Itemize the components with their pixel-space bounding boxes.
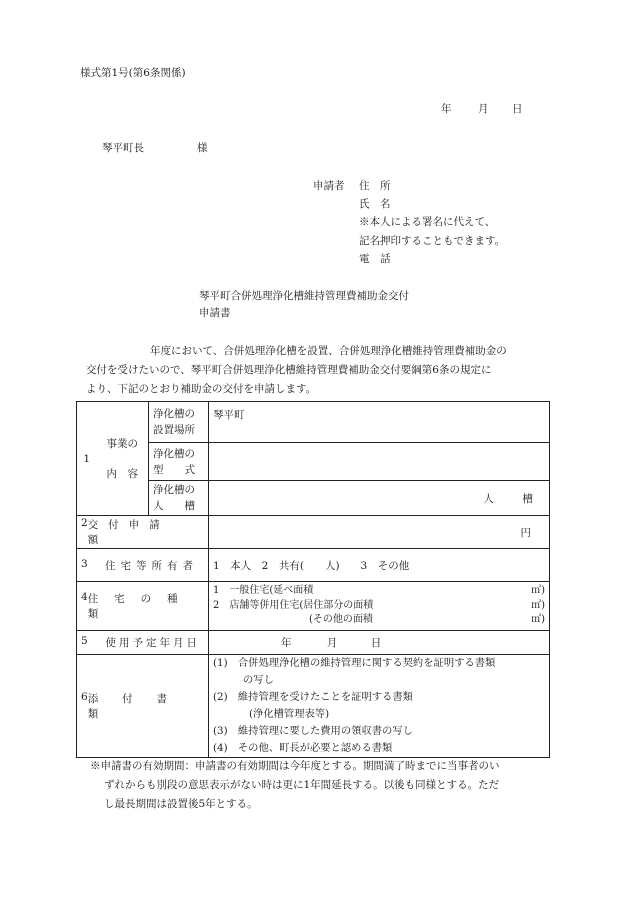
type-label [149, 443, 209, 481]
row3-label-cell [77, 549, 209, 582]
capacity-label-2: 人 槽 [153, 500, 195, 512]
location-label-1: 浄化槽の [153, 408, 195, 420]
row1-label-bottom: 内 容 [106, 467, 138, 480]
location-label-2: 設置場所 [153, 424, 195, 436]
attachment-item-2a: (2) 維持管理を受けたことを証明する書類 [213, 691, 413, 703]
document-title-line2: 申請書 [199, 307, 231, 319]
house-type-line2: 2 店舗等併用住宅(居住部分の面積 [213, 599, 374, 611]
form-number: 様式第1号(第6条関係) [80, 67, 186, 79]
applicant-address-label: 住 所 [359, 180, 391, 192]
attachment-item-2b: (浄化槽管理表等) [249, 708, 330, 720]
planned-date-year: 年 [281, 637, 292, 649]
capacity-label [149, 481, 209, 516]
addressee-name: 琴平町長 [102, 142, 144, 154]
row3-label: 住宅等所有者 [105, 559, 198, 572]
type-label-2: 型 式 [153, 463, 195, 476]
grant-amount-value[interactable] [209, 516, 550, 549]
row3-number: 3 [81, 557, 88, 570]
body-line3: より、下記のとおり補助金の交付を申請します。 [86, 383, 317, 395]
grant-amount-unit: 円 [520, 526, 531, 539]
row1-number: 1 [77, 402, 97, 516]
house-type-line1: 1 一般住宅(延べ面積 [213, 585, 314, 597]
row2-number: 2 [81, 517, 88, 529]
row5-number: 5 [81, 635, 88, 647]
house-type-unit-3: ㎡) [531, 614, 545, 626]
applicant-name-label: 氏 名 [359, 198, 391, 210]
row5-label: 使用予定年月日 [105, 637, 200, 649]
planned-date-value[interactable] [209, 631, 550, 655]
house-type-options[interactable] [209, 582, 550, 631]
capacity-unit-1: 人 [483, 492, 494, 505]
date-day-label: 日 [512, 103, 523, 115]
row4-label: 住宅の種類 [87, 593, 194, 620]
planned-date-day: 日 [370, 637, 382, 649]
row5-label-cell [77, 631, 209, 655]
applicant-note-line1: ※本人による署名に代えて、 [359, 216, 496, 228]
owner-options[interactable]: 1 本人 2 共有( 人) 3 その他 [209, 549, 550, 582]
row1-label-top: 事業の [106, 437, 138, 450]
capacity-value[interactable] [209, 481, 550, 516]
application-table [76, 401, 550, 758]
document-title-line1: 琴平町合併処理浄化槽維持管理費補助金交付 [199, 290, 409, 302]
row4-number: 4 [81, 591, 88, 603]
attachment-item-4: (4) その他、町長が必要と認める書類 [213, 742, 393, 754]
row6-label-cell [77, 655, 209, 758]
type-value[interactable] [209, 443, 550, 481]
row2-label-cell [77, 516, 209, 549]
row1-label [97, 402, 149, 516]
body-line1: 年度において、合併処理浄化槽を設置、合併処理浄化槽維持管理費補助金の [150, 345, 507, 357]
footnote-line3: し最長期間は設置後5年とする。 [104, 798, 258, 810]
house-type-unit-1: ㎡) [531, 585, 545, 597]
location-value[interactable]: 琴平町 [209, 402, 550, 443]
applicant-label: 申請者 [313, 180, 345, 192]
row6-number: 6 [81, 691, 88, 703]
attachments-list [209, 655, 550, 758]
applicant-phone-label: 電 話 [359, 253, 391, 265]
applicant-note-line2: 記名押印することもできます。 [359, 235, 506, 247]
capacity-label-1: 浄化槽の [153, 484, 195, 496]
validity-footnote [90, 757, 552, 814]
date-month-label: 月 [478, 103, 489, 115]
addressee-honorific: 様 [197, 142, 208, 154]
capacity-unit-2: 槽 [522, 492, 533, 505]
house-type-unit-2: ㎡) [531, 599, 545, 611]
house-type-line3: (その他の面積 [309, 614, 373, 626]
row2-label: 交付申請額 [87, 519, 170, 546]
attachment-item-1a: (1) 合併処理浄化槽の維持管理に関する契約を証明する書類 [213, 657, 496, 669]
date-year-label: 年 [441, 103, 452, 115]
row6-label: 添付書類 [87, 693, 192, 720]
application-body [86, 342, 550, 399]
row4-label-cell [77, 582, 209, 631]
type-label-1: 浄化槽の [153, 447, 195, 460]
footnote-line2: ずれからも別段の意思表示がない時は更に1年間延長する。以後も同様とする。ただ [104, 779, 500, 791]
location-label [149, 402, 209, 443]
body-line2: 交付を受けたいので、琴平町合併処理浄化槽維持管理費補助金交付要綱第6条の規定に [86, 364, 492, 376]
planned-date-month: 月 [326, 637, 338, 649]
footnote-line1: ※申請書の有効期間：申請書の有効期間は今年度とする。期間満了時までに当事者のい [90, 760, 500, 772]
attachment-item-1b: の写し [243, 674, 274, 686]
attachment-item-3: (3) 維持管理に要した費用の領収書の写し [213, 725, 413, 737]
